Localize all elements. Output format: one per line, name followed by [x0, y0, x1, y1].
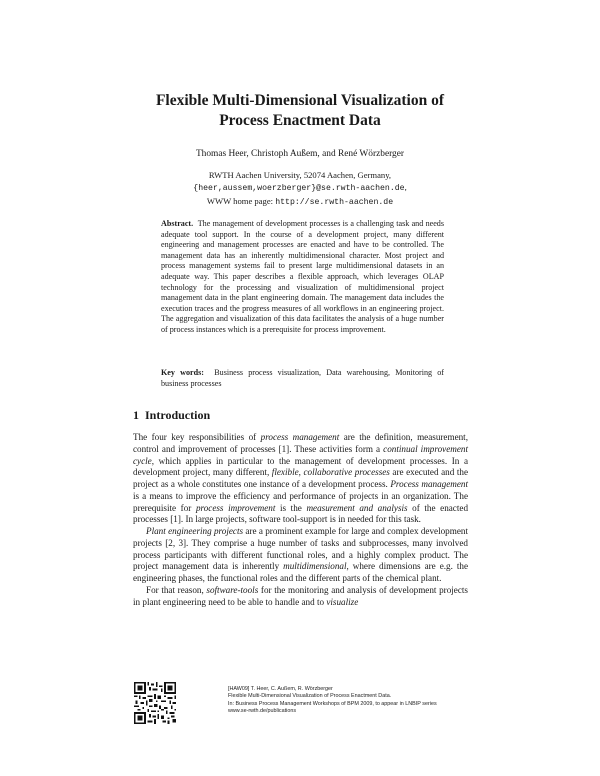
www-url: http://se.rwth-aachen.de	[275, 198, 394, 207]
email-address: {heer,aussem,woerzberger}@se.rwth-aachen.de	[193, 184, 405, 193]
introduction-body	[133, 432, 468, 608]
www-label: WWW home page:	[206, 196, 274, 206]
section-title: Introduction	[145, 408, 211, 422]
section-heading	[133, 408, 216, 423]
footer-line-2: Flexible Multi-Dimensional Visualization of Process Enactment Data.	[228, 693, 392, 700]
footer-line-1: [HAW09] T. Heer, C. Außem, R. Wörzberger	[228, 686, 333, 692]
citation-footer	[228, 686, 437, 716]
abstract-text: The management of development processes is a challenging task and needs adequate tool support. In the course of a development project, many different engineering and management processes are enacted and have to be controlled. The management data has an inherently multidimensional character. Most project and process management systems fail to present large multidimensional datasets in an adequate way. This paper describes a flexible approach, which leverages OLAP technology for the processing and visualization of multidimensional project management data in the plant engineering domain. The management data includes the execution traces and the progress measures of all workflows in an engineering project. The aggregation and visualization of this data facilitates the analysis of a huge number of process instances which is a prerequisite for process improvement.	[161, 219, 444, 334]
abstract	[161, 219, 444, 336]
paragraph-2: Plant engineering projects are a prominent example for large and complex development projects [2, 3]. They comprise a huge number of tasks and subprocesses, many involved process participants with different functional roles, and a highly complex product. The project management data is inherently multidimensional, where dimensions are e.g. the engineering phases, the functional roles and the different parts of the chemical plant.	[133, 526, 468, 583]
abstract-label: Abstract.	[161, 219, 194, 228]
footer-line-4: www.se-rwth.de/publications	[228, 708, 297, 715]
footer-line-3: In: Business Process Management Workshops of BPM 2009, to appear in LNBIP series	[228, 700, 437, 707]
author-list: Thomas Heer, Christoph Außem, and René Wörzberger	[195, 149, 405, 159]
qr-code-icon	[134, 682, 176, 724]
title-line-2: Process Enactment Data	[219, 112, 381, 129]
keywords-label: Key words:	[161, 368, 204, 377]
paragraph-1: The four key responsibilities of process management are the definition, measurement, control and improvement of processes [1]. These activities form a continual improvement cycle, which applies in particular to the management of development processes. In a development project, many different, flexible, collaborative processes are executed and the project as a whole constitutes one instance of a development process. Process management is a means to improve the efficiency and performance of projects in an organization. The prerequisite for process improvement is the measurement and analysis of the enacted processes [1]. In large projects, software tool-support is in needed for this task.	[133, 432, 469, 525]
section-number: 1	[133, 408, 139, 422]
keywords-text: Business process visualization, Data warehousing, Monitoring of business processes	[161, 368, 444, 388]
affiliation	[60, 169, 540, 209]
paragraph-3: For that reason, software-tools for the monitoring and analysis of development projects in plant engineering need to be able to handle and to visualize	[133, 584, 468, 607]
title-line-1: Flexible Multi-Dimensional Visualization of	[155, 92, 445, 109]
affiliation-line: RWTH Aachen University, 52074 Aachen, Germany,	[208, 170, 392, 180]
affiliation-email-line: {heer,aussem,woerzberger}@se.rwth-aachen.de,	[193, 182, 407, 193]
keywords	[161, 368, 444, 389]
paper-title	[60, 91, 540, 131]
affiliation-www-line	[60, 195, 540, 209]
